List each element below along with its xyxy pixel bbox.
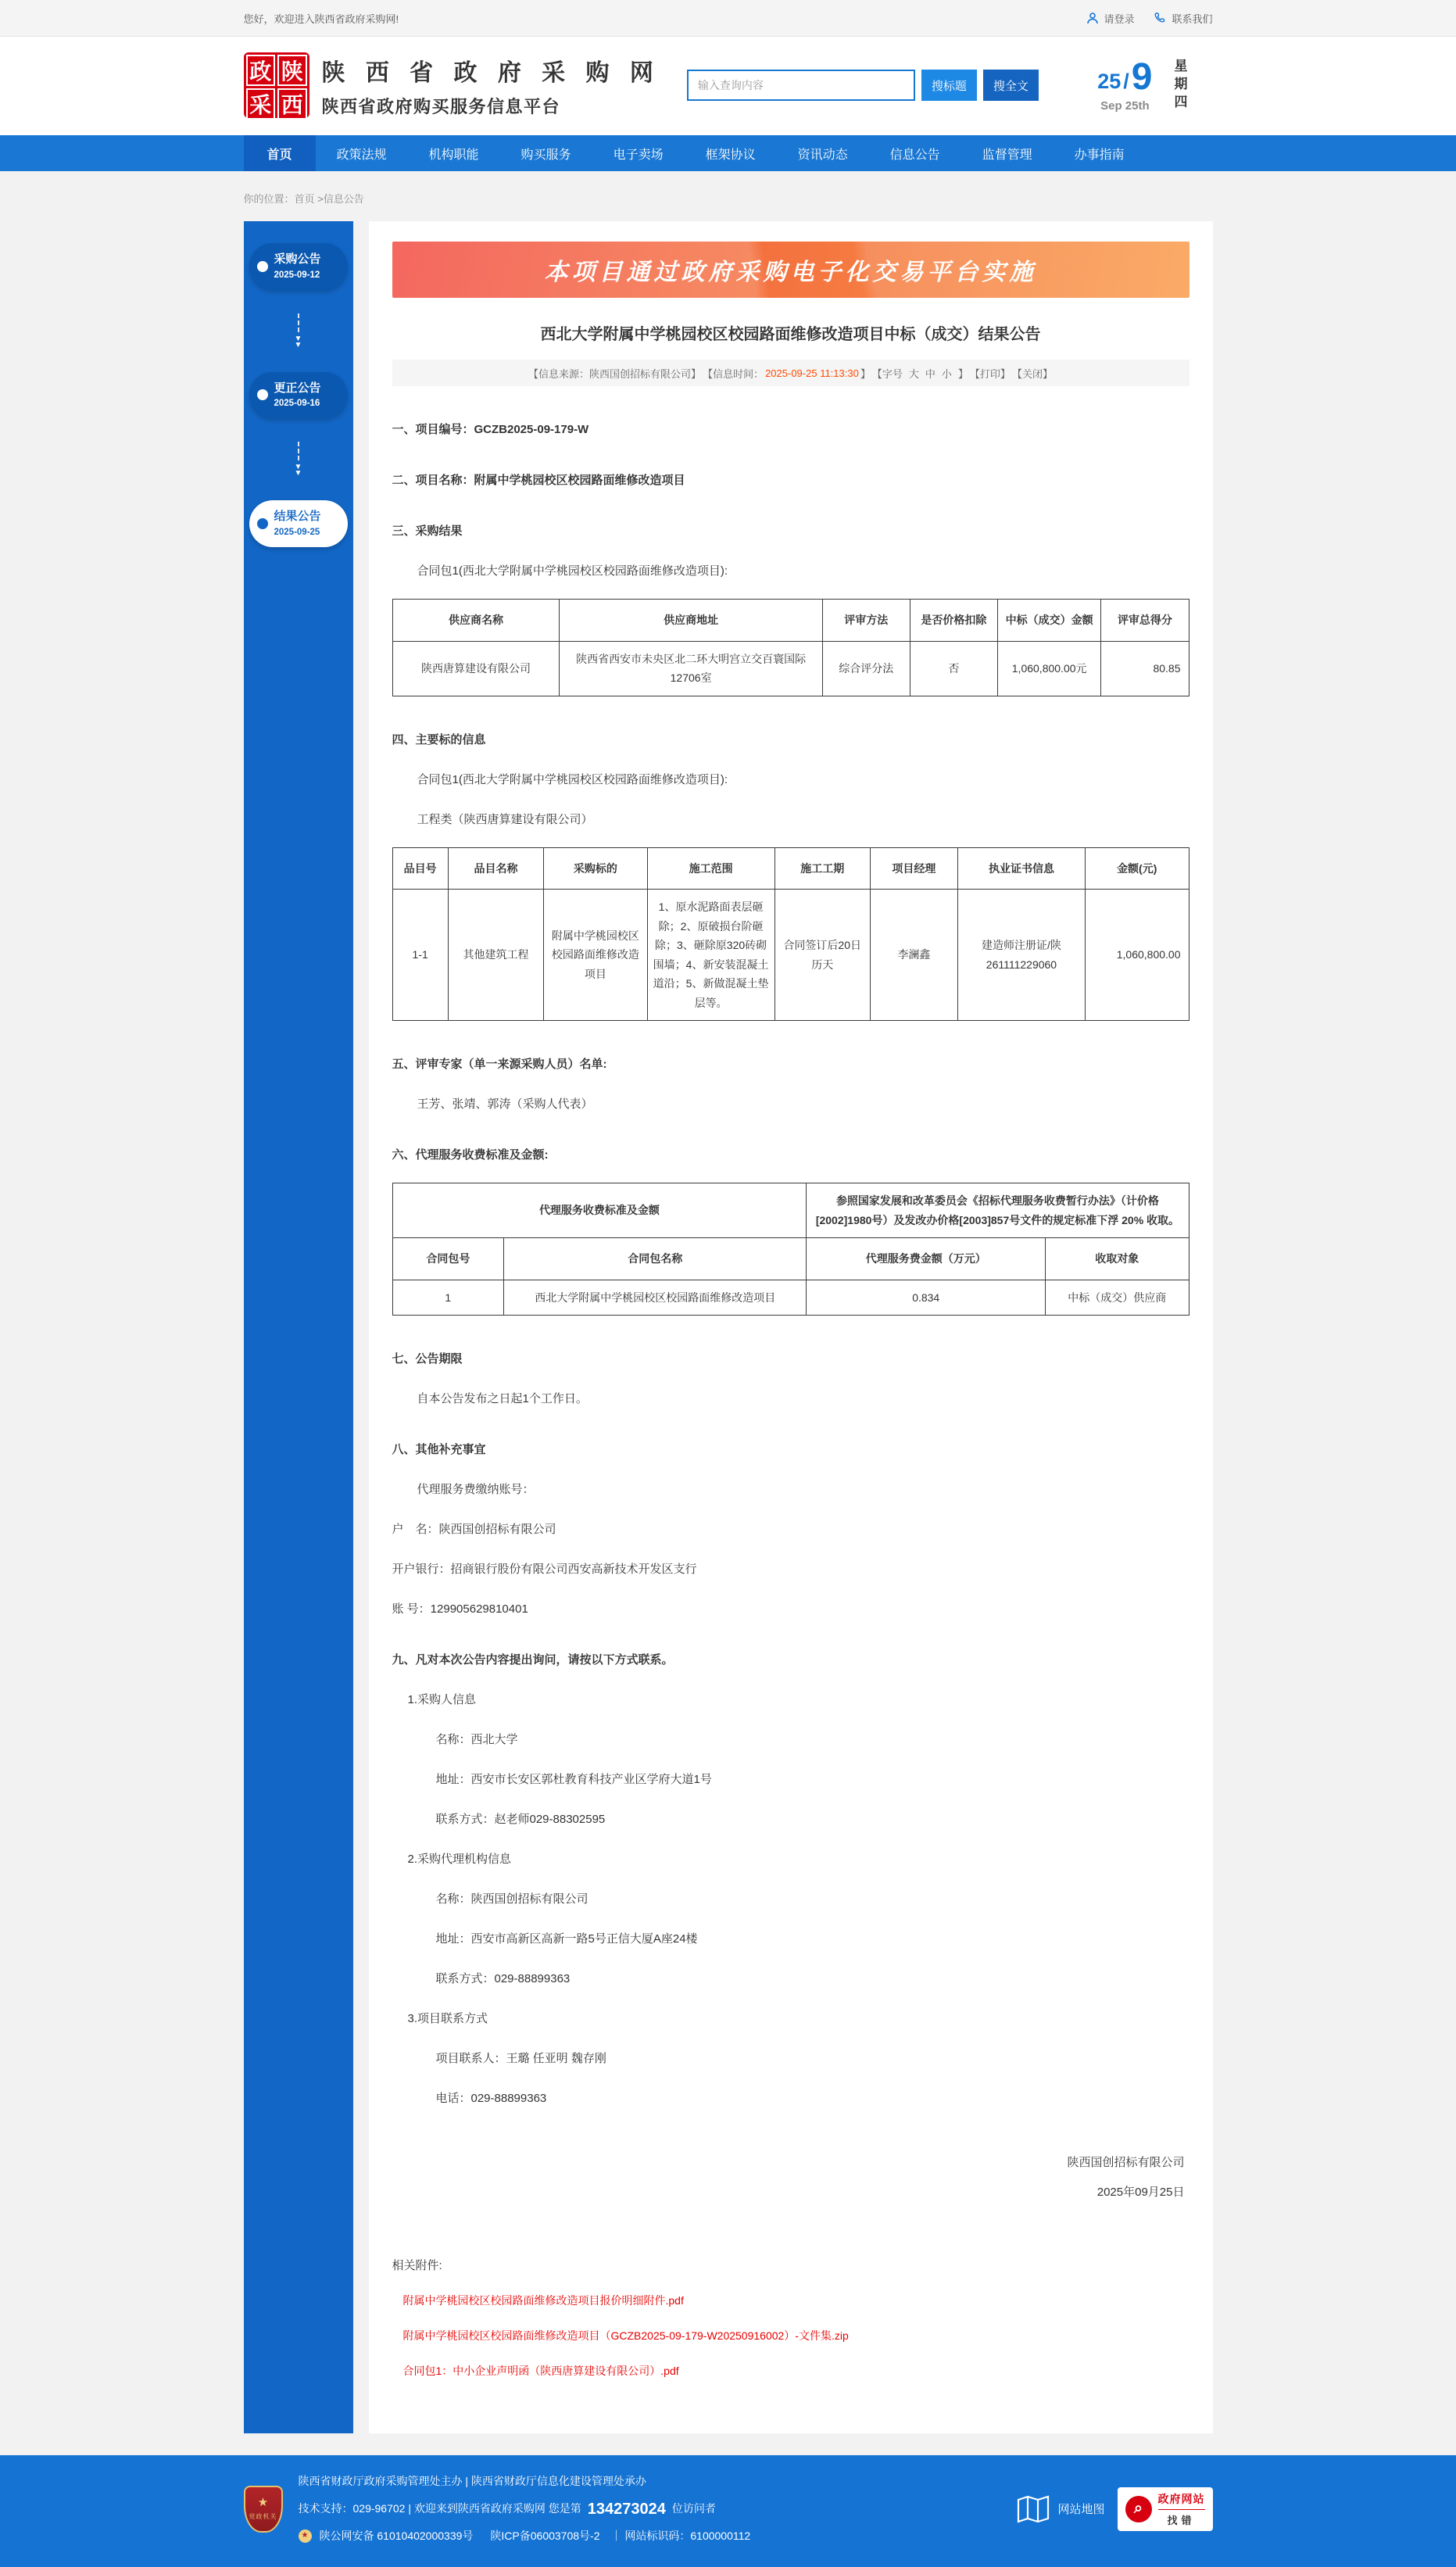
cell-award-amount: 1,060,800.00元 xyxy=(997,641,1100,696)
attachment-link-quote-detail-pdf[interactable]: 附属中学桃园校区校园路面维修改造项目报价明细附件.pdf xyxy=(402,2294,684,2307)
article-meta-bar: 【信息来源：陕西国创招标有限公司】 【信息时间： 2025-09-25 11:13:30 】 【字号 大 中 小 】 【打印】 【关闭】 xyxy=(392,360,1189,386)
cell-license-info: 建造师注册证/陕261111229060 xyxy=(957,890,1085,1021)
procurement-result-table xyxy=(392,599,1189,696)
notice-period-text: 自本公告发布之日起1个工作日。 xyxy=(417,1392,588,1405)
weekday-label: 星期四 xyxy=(1172,58,1187,113)
step-dot-icon xyxy=(257,389,268,400)
project-category-line: 工程类（陕西唐算建设有限公司） xyxy=(417,812,593,826)
cell-price-deduction: 否 xyxy=(910,641,997,696)
search-fulltext-button[interactable]: 搜全文 xyxy=(983,70,1039,101)
article-panel xyxy=(369,221,1213,2433)
logo-char: 采 xyxy=(246,88,276,120)
section-5-heading: 五、评审专家（单一来源采购人员）名单: xyxy=(392,1058,607,1071)
site-code: ｜ 网站标识码：6100000112 xyxy=(610,2529,751,2542)
step-label: 更正公告 xyxy=(274,381,321,395)
logo-char: 陕 xyxy=(277,55,307,86)
contract-package-line: 合同包1(西北大学附属中学桃园校区校园路面维修改造项目): xyxy=(417,772,728,786)
topbar xyxy=(0,0,1456,37)
buyer-contact: 联系方式：赵老师029-88302595 xyxy=(435,1813,606,1826)
date-english: Sep 25th xyxy=(1100,98,1150,113)
login-label: 请登录 xyxy=(1104,13,1135,25)
th-total-score: 评审总得分 xyxy=(1101,600,1189,642)
article-title: 西北大学附属中学桃园校区校园路面维修改造项目中标（成交）结果公告 xyxy=(540,326,1041,343)
search-bar xyxy=(687,70,1039,101)
attachment-link-sme-declaration-pdf[interactable]: 合同包1：中小企业声明函（陕西唐算建设有限公司）.pdf xyxy=(402,2365,679,2377)
cell-total-score: 80.85 xyxy=(1101,641,1189,696)
th-price-deduction: 是否价格扣除 xyxy=(910,600,997,642)
table-row xyxy=(392,641,1189,696)
user-icon xyxy=(1086,12,1099,24)
icp-beian-link[interactable]: 陕ICP备06003708号-2 xyxy=(490,2529,600,2542)
phone-icon xyxy=(1154,12,1167,24)
section-6-heading: 六、代理服务收费标准及金额: xyxy=(392,1148,549,1162)
th-package-name: 合同包名称 xyxy=(504,1238,807,1280)
th-construction-period: 施工工期 xyxy=(775,847,870,890)
th-supplier-address: 供应商地址 xyxy=(560,600,822,642)
step-date: 2025-09-12 xyxy=(274,270,320,280)
project-contact-phone: 电话：029-88899363 xyxy=(435,2092,547,2105)
welcome-text: 您好，欢迎进入陕西省政府采购网! xyxy=(243,13,399,25)
cell-construction-scope: 1、原水泥路面表层砸除；2、原破损台阶砸除；3、砸除原320砖砌围墙；4、新安装混凝土道沿；5、新做混凝土垫层等。 xyxy=(647,890,775,1021)
section-7-heading: 七、公告期限 xyxy=(392,1352,463,1366)
agency-fee-table xyxy=(392,1183,1189,1316)
step-dot-icon xyxy=(257,518,268,529)
th-review-method: 评审方法 xyxy=(822,600,910,642)
breadcrumb-home-link[interactable]: 首页 xyxy=(294,193,315,205)
meta-time-label: 【信息时间： xyxy=(703,367,764,380)
meta-fontsize-label: 【字号 xyxy=(871,367,903,380)
section-2-heading: 二、项目名称：附属中学桃园校区校园路面维修改造项目 xyxy=(392,474,685,487)
cell-review-method: 综合评分法 xyxy=(822,641,910,696)
print-button[interactable]: 【打印】 xyxy=(969,367,1011,380)
buyer-name: 名称：西北大学 xyxy=(435,1733,518,1746)
magnifier-icon: ⌕ xyxy=(1125,2496,1152,2522)
map-icon xyxy=(1017,2495,1050,2523)
th-item-name: 品目名称 xyxy=(448,847,543,890)
sidebar-step-result-notice[interactable] xyxy=(249,500,348,547)
bank-line: 开户银行：招商银行股份有限公司西安高新技术开发区支行 xyxy=(392,1563,697,1576)
th-item-no: 品目号 xyxy=(392,847,448,890)
cell-fee-payer: 中标（成交）供应商 xyxy=(1046,1280,1189,1316)
cell-project-manager: 李澜鑫 xyxy=(870,890,957,1021)
content-area xyxy=(244,221,1213,2455)
fontsize-medium-button[interactable]: 中 xyxy=(925,367,935,380)
breadcrumb-prefix: 你的位置： xyxy=(243,193,295,205)
sitemap-link[interactable] xyxy=(1017,2495,1104,2523)
nav-item-supervision[interactable]: 监督管理 xyxy=(982,148,1032,162)
meta-source: 【信息来源：陕西国创招标有限公司】 xyxy=(528,367,702,380)
sitemap-label: 网站地图 xyxy=(1057,2503,1105,2517)
nav-item-purchase-services[interactable]: 购买服务 xyxy=(521,148,571,162)
gongan-beian-link[interactable]: 陕公网安备 61010402000339号 xyxy=(319,2529,474,2542)
section-1-heading: 一、项目编号：GCZB2025-09-179-W xyxy=(392,423,589,436)
th-project-manager: 项目经理 xyxy=(870,847,957,890)
fontsize-large-button[interactable]: 大 xyxy=(908,367,919,380)
breadcrumb-current-link[interactable]: 信息公告 xyxy=(323,193,364,205)
step-date: 2025-09-25 xyxy=(274,527,320,537)
step-dot-icon xyxy=(257,261,268,272)
date-day: 25 xyxy=(1097,69,1122,93)
table-row xyxy=(392,890,1189,1021)
meta-time-value: 2025-09-25 11:13:30 xyxy=(765,367,859,379)
site-subtitle: 陕西省政府购买服务信息平台 xyxy=(321,96,561,116)
cell-package-name: 西北大学附属中学桃园校区校园路面维修改造项目 xyxy=(504,1280,807,1316)
attachment-link-fileset-zip[interactable]: 附属中学桃园校区校园路面维修改造项目（GCZB2025-09-179-W20250916002）-文件集.zip xyxy=(402,2329,849,2342)
step-label: 采购公告 xyxy=(274,252,321,266)
nav-item-policies[interactable]: 政策法规 xyxy=(336,148,387,162)
payment-account-label: 代理服务费缴纳账号： xyxy=(417,1483,535,1496)
fontsize-small-button[interactable]: 小 xyxy=(941,367,952,380)
step-arrow-down-icon: ▼ ▼ xyxy=(249,418,348,500)
progress-sidebar xyxy=(244,221,353,2433)
logo-char: 政 xyxy=(246,55,276,86)
nav-item-guide[interactable]: 办事指南 xyxy=(1074,148,1125,162)
agency-contact: 联系方式：029-88899363 xyxy=(435,1972,571,1985)
footer-beian-line xyxy=(299,2529,751,2544)
nav-item-framework[interactable]: 框架协议 xyxy=(705,148,756,162)
login-link[interactable] xyxy=(1086,11,1134,26)
cell-item-name: 其他建筑工程 xyxy=(448,890,543,1021)
search-input[interactable] xyxy=(687,70,915,101)
nav-item-news[interactable]: 资讯动态 xyxy=(797,148,848,162)
contact-label: 联系我们 xyxy=(1172,13,1213,25)
cell-fee-standard-label: 代理服务收费标准及金额 xyxy=(392,1183,807,1238)
sidebar-step-correction-notice[interactable] xyxy=(249,372,348,419)
bid-subject-table xyxy=(392,847,1189,1022)
cell-item-no: 1-1 xyxy=(392,890,448,1021)
breadcrumb-separator: > xyxy=(314,193,324,205)
buyer-address: 地址：西安市长安区郭杜教育科技产业区学府大道1号 xyxy=(435,1773,712,1786)
err-badge-subtitle: 找错 xyxy=(1167,2514,1196,2526)
th-package-no: 合同包号 xyxy=(392,1238,504,1280)
step-arrow-down-icon: ▼ ▼ xyxy=(249,290,348,372)
cell-fee-standard-desc: 参照国家发展和改革委员会《招标代理服务收费暂行办法》（计价格[2002]1980号）及发改办价格[2003]857号文件的规定标准下浮 20% 收取。 xyxy=(807,1183,1189,1238)
signature-block xyxy=(392,2148,1189,2207)
site-footer xyxy=(0,2455,1456,2567)
footer-organizer-line: 陕西省财政厅政府采购管理处主办 | 陕西省财政厅信息化建设管理处承办 xyxy=(298,2475,646,2487)
th-fee-payer: 收取对象 xyxy=(1046,1238,1189,1280)
account-number-line: 账 号：129905629810401 xyxy=(392,1602,528,1616)
site-title: 陕 西 省 政 府 采 购 网 xyxy=(321,59,660,86)
th-supplier-name: 供应商名称 xyxy=(392,600,560,642)
sidebar-step-purchase-notice[interactable] xyxy=(249,243,348,290)
signature-date: 2025年09月25日 xyxy=(1096,2185,1185,2199)
attachments-section xyxy=(392,2257,1189,2379)
table-row xyxy=(392,1280,1189,1316)
th-construction-scope: 施工范围 xyxy=(647,847,775,890)
cell-procurement-subject: 附属中学桃园校区校园路面维修改造项目 xyxy=(544,890,647,1021)
gov-website-error-report-badge[interactable] xyxy=(1118,2487,1213,2531)
cell-amount: 1,060,800.00 xyxy=(1085,890,1189,1021)
err-badge-title: 政府网站 xyxy=(1157,2492,1205,2505)
platform-banner: 本项目通过政府采购电子化交易平台实施 xyxy=(392,242,1189,298)
th-agency-fee: 代理服务费金额（万元） xyxy=(807,1238,1046,1280)
visitor-count: 134273024 xyxy=(587,2500,666,2518)
th-procurement-subject: 采购标的 xyxy=(544,847,647,890)
buyer-info-heading: 1.采购人信息 xyxy=(407,1693,477,1706)
nav-item-emall[interactable]: 电子卖场 xyxy=(613,148,664,162)
date-slash: / xyxy=(1123,69,1129,93)
agency-info-heading: 2.采购代理机构信息 xyxy=(407,1853,512,1866)
government-emblem-icon: ★ 党政机关 xyxy=(244,2486,283,2533)
section-9-heading: 九、凡对本次公告内容提出询问，请按以下方式联系。 xyxy=(392,1653,674,1667)
agency-address: 地址：西安市高新区高新一路5号正信大厦A座24楼 xyxy=(435,1932,698,1946)
police-badge-icon: ★ xyxy=(299,2529,312,2543)
step-date: 2025-09-16 xyxy=(274,399,320,408)
experts-list: 王芳、张靖、郭涛（采购人代表） xyxy=(417,1097,593,1111)
contract-package-line: 合同包1(西北大学附属中学桃园校区校园路面维修改造项目): xyxy=(417,564,728,578)
th-amount: 金额(元) xyxy=(1085,847,1189,890)
footer-support-line: 技术支持：029-96702 | 欢迎来到陕西省政府采购网 您是第 134273024 位访问者 xyxy=(299,2498,751,2520)
project-contact-heading: 3.项目联系方式 xyxy=(407,2012,488,2025)
site-header xyxy=(0,37,1456,135)
th-license-info: 执业证书信息 xyxy=(957,847,1085,890)
cell-construction-period: 合同签订后20日历天 xyxy=(775,890,870,1021)
close-button[interactable]: 【关闭】 xyxy=(1011,367,1053,380)
contact-link[interactable] xyxy=(1154,11,1212,26)
nav-item-home[interactable]: 首页 xyxy=(244,135,316,171)
account-name-line: 户 名：陕西国创招标有限公司 xyxy=(392,1523,556,1536)
breadcrumb-bar xyxy=(0,171,1456,221)
step-label: 结果公告 xyxy=(274,510,321,523)
cell-package-no: 1 xyxy=(392,1280,504,1316)
cell-supplier-name: 陕西唐算建设有限公司 xyxy=(392,641,560,696)
site-logo xyxy=(244,52,309,118)
search-title-button[interactable]: 搜标题 xyxy=(921,70,977,101)
date-month: 9 xyxy=(1131,55,1153,98)
nav-item-announcements[interactable]: 信息公告 xyxy=(889,148,940,162)
main-nav xyxy=(0,135,1456,171)
breadcrumb xyxy=(244,191,1213,206)
nav-item-functions[interactable]: 机构职能 xyxy=(428,148,479,162)
date-display xyxy=(1097,55,1212,113)
project-contact-persons: 项目联系人：王璐 任亚明 魏存刚 xyxy=(435,2052,606,2065)
attachments-label: 相关附件: xyxy=(392,2259,442,2272)
section-3-heading: 三、采购结果 xyxy=(392,524,463,538)
agency-name: 名称：陕西国创招标有限公司 xyxy=(435,1892,588,1906)
signature-company: 陕西国创招标有限公司 xyxy=(1067,2156,1185,2169)
cell-agency-fee: 0.834 xyxy=(807,1280,1046,1316)
logo-char: 西 xyxy=(277,88,307,120)
cell-supplier-address: 陕西省西安市未央区北二环大明宫立交百寰国际12706室 xyxy=(560,641,822,696)
section-4-heading: 四、主要标的信息 xyxy=(392,732,486,746)
th-award-amount: 中标（成交）金额 xyxy=(997,600,1100,642)
section-8-heading: 八、其他补充事宜 xyxy=(392,1443,486,1456)
